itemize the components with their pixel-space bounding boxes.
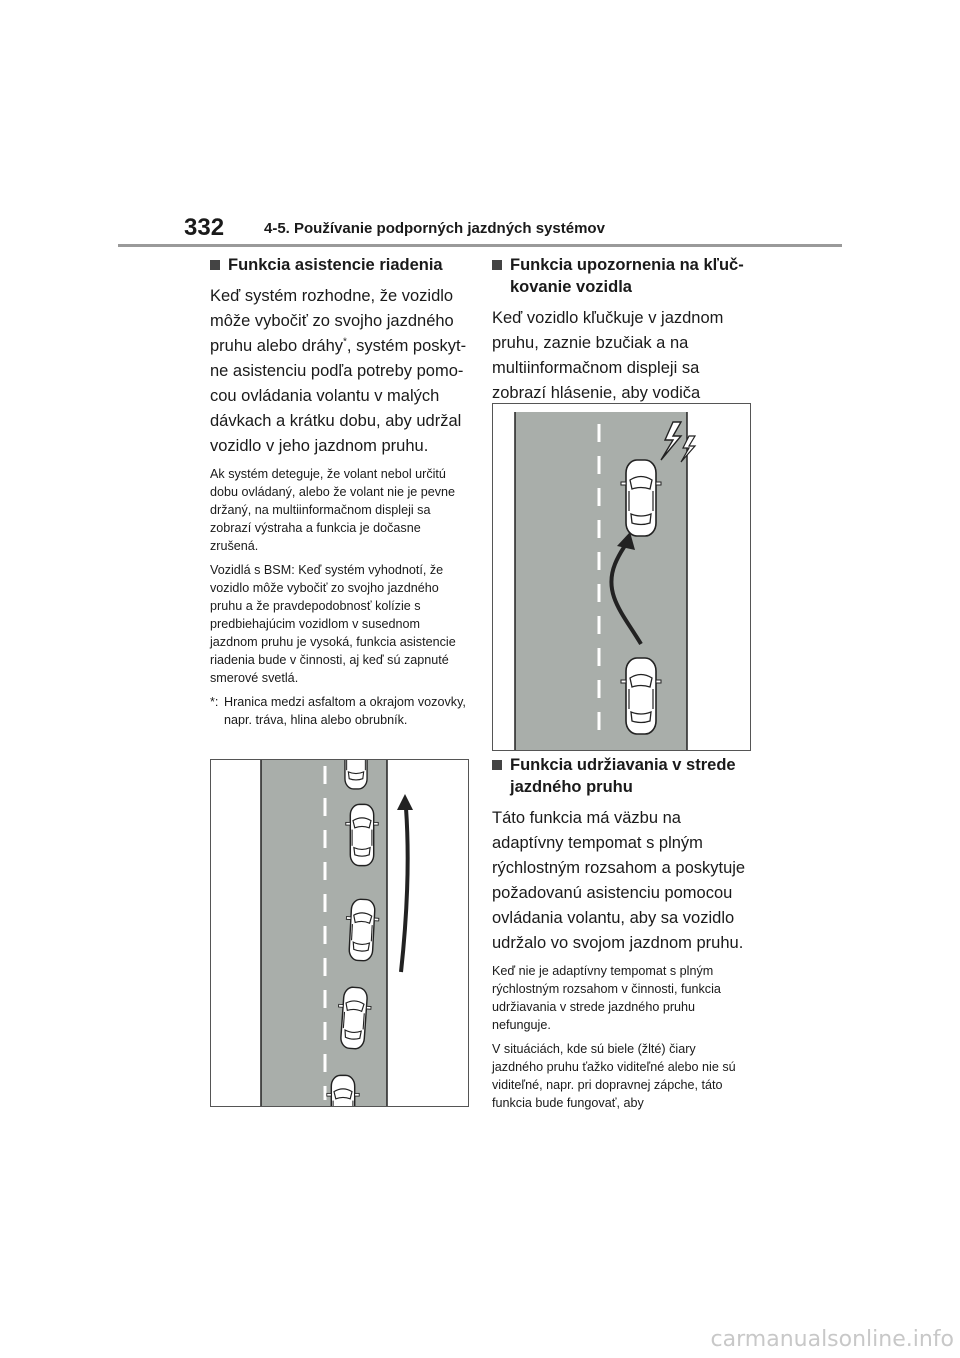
sway-warning-description: Keď vozidlo kľučkuje v jazdnom pruhu, zaznie bzučiak a na multiinformačnom displeji sa zobrazí hlásenie, aby vodiča (492, 309, 724, 402)
right-column-lower (492, 754, 750, 1118)
page-number: 332 (184, 214, 225, 241)
watermark: carmanualsonline.info (710, 1327, 954, 1352)
trajectory-arrow-icon (401, 808, 408, 972)
square-bullet-icon (210, 260, 220, 270)
arrow-head-icon (397, 794, 413, 810)
road (515, 412, 687, 750)
sway-warning-illustration (493, 404, 750, 750)
chapter-title: 4-5. Používanie podporných jazdných systémov (264, 220, 605, 237)
footnote (210, 693, 468, 729)
footnote-text: Hranica medzi asfaltom a okrajom vozovky, napr. tráva, hlina alebo obrubník. (224, 695, 466, 727)
square-bullet-icon (492, 260, 502, 270)
header-rule (118, 244, 842, 247)
steering-assist-illustration (211, 760, 468, 1106)
note-acc-required: Keď nie je adaptívny tempomat s plným rýchlostným rozsahom v činnosti, funkcia udržiavania v strede jazdného pruhu nefunguje. (492, 964, 721, 1032)
figure-steering-assist (210, 759, 469, 1107)
left-column (210, 254, 468, 735)
section-title-steering-assist: Funkcia asistencie riadenia (210, 254, 468, 276)
car-icon (621, 460, 661, 536)
car-icon (621, 658, 661, 734)
square-bullet-icon (492, 760, 502, 770)
section-title-sway-warning: Funkcia upozornenia na kľučkovanie vozidla (492, 254, 750, 298)
note-lane-lines: V situáciách, kde sú biele (žlté) čiary jazdného pruhu ťažko viditeľné alebo nie sú viditeľné, napr. pri dopravnej zápche, táto funkcia bude fungovať, aby (492, 1042, 736, 1110)
car-icon (346, 804, 378, 865)
steering-assist-description: Keď systém rozhodne, že vozidlo môže vybočiť zo svojho jazdného pruhu alebo dráhy*, systém poskytne asistenciu podľa potreby pomocou ovládania volantu v malých dávkach a krátku dobu, aby udržal vozidlo v jeho jazdnom pruhu. (210, 287, 467, 455)
lane-centering-description: Táto funkcia má väzbu na adaptívny tempomat s plným rýchlostným rozsahom a poskytuje požadovanú asistenciu pomocou ovládania volantu, aby sa vozidlo udržalo vo svojom jazdnom pruhu. (492, 809, 746, 952)
figure-sway-warning (492, 403, 751, 751)
section-title-lane-centering: Funkcia udržiavania v strede jazdného pruhu (492, 754, 750, 798)
footnote-mark: *: (210, 695, 219, 709)
note-steering-warning: Ak systém deteguje, že volant nebol určitú dobu ovládaný, alebo že volant nie je pevne držaný, na multiinformačnom displeji sa zobrazí výstraha a funkcia je dočasne zrušená. (210, 467, 456, 553)
note-bsm: Vozidlá s BSM: Keď systém vyhodnotí, že vozidlo môže vybočiť zo svojho jazdného pruhu a že pravdepodobnosť kolízie s predbiehajúcim vozidlom v susednom jazdnom pruhu je vysoká, funkcia asistencie riadenia bude v činnosti, aj keď sú zapnuté smerové svetlá. (210, 563, 456, 685)
